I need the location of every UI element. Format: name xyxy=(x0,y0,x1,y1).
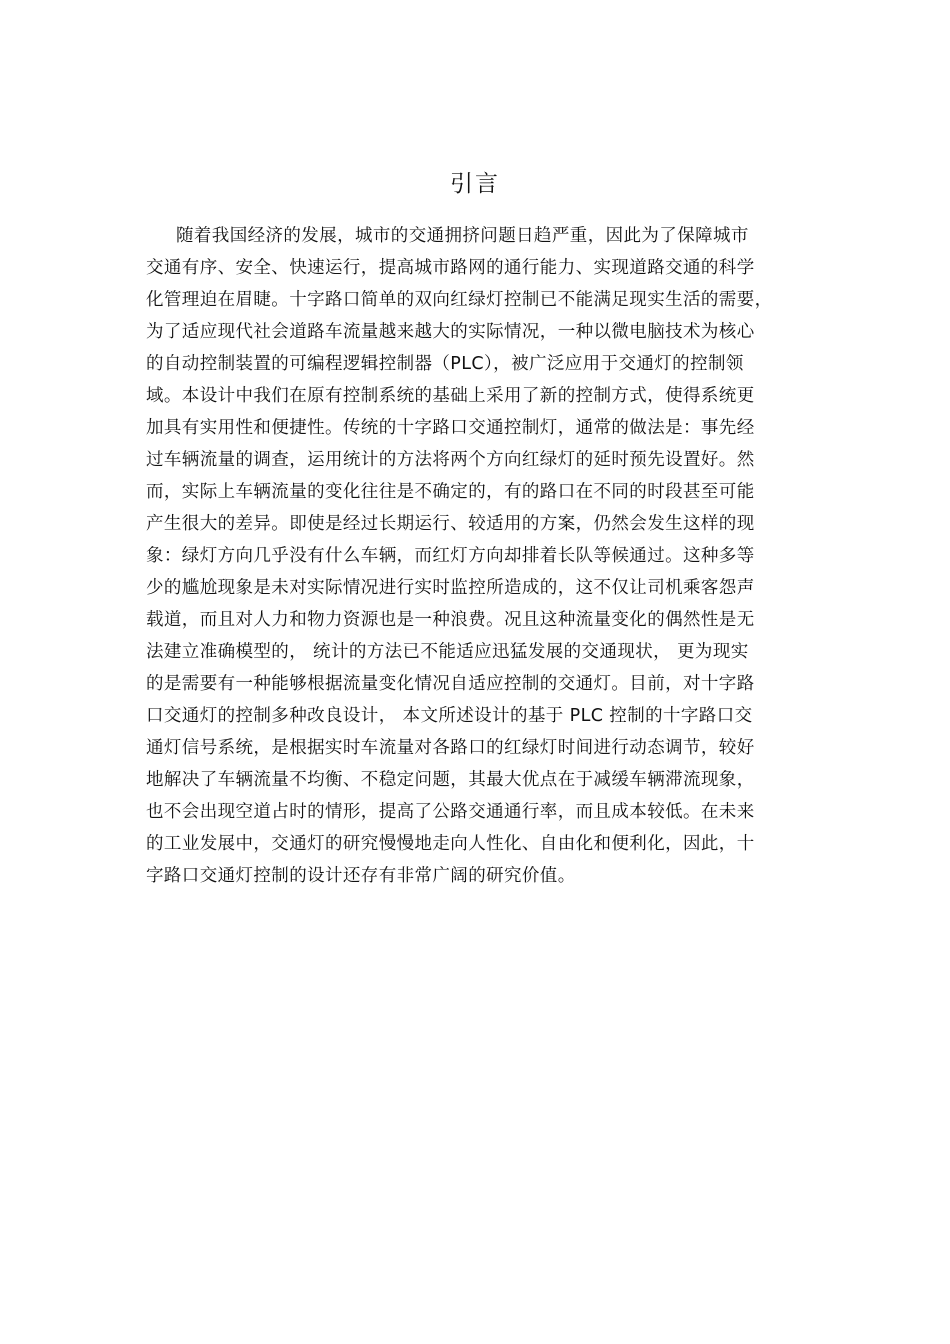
body-paragraph xyxy=(146,220,836,892)
paragraph-line: 载道，而且对人力和物力资源也是一种浪费。况且这种流量变化的偶然性是无 xyxy=(146,610,755,630)
paragraph-line: 的自动控制装置的可编程逻辑控制器（PLC），被广泛应用于交通灯的控制领 xyxy=(146,354,744,374)
paragraph-line: 通灯信号系统，是根据实时车流量对各路口的红绿灯时间进行动态调节，较好 xyxy=(146,738,755,758)
paragraph-line: 交通有序、安全、快速运行，提高城市路网的通行能力、实现道路交通的科学 xyxy=(146,258,755,278)
paragraph-line: 口交通灯的控制多种改良设计， 本文所述设计的基于 PLC 控制的十字路口交 xyxy=(146,706,753,726)
paragraph-line: 随着我国经济的发展，城市的交通拥挤问题日趋严重，因此为了保障城市 xyxy=(176,226,749,246)
paragraph-line: 也不会出现空道占时的情形，提高了公路交通通行率，而且成本较低。在未来 xyxy=(146,802,755,822)
paragraph-line: 的是需要有一种能够根据流量变化情况自适应控制的交通灯。目前，对十字路 xyxy=(146,674,755,694)
paragraph-line: 法建立准确模型的， 统计的方法已不能适应迅猛发展的交通现状， 更为现实 xyxy=(146,642,749,662)
paragraph-line: 地解决了车辆流量不均衡、不稳定问题，其最大优点在于减缓车辆滞流现象， xyxy=(146,770,755,790)
paragraph-line: 加具有实用性和便捷性。传统的十字路口交通控制灯，通常的做法是：事先经 xyxy=(146,418,755,438)
paragraph-line: 象：绿灯方向几乎没有什么车辆，而红灯方向却排着长队等候通过。这种多等 xyxy=(146,546,755,566)
paragraph-line: 为了适应现代社会道路车流量越来越大的实际情况，一种以微电脑技术为核心 xyxy=(146,322,755,342)
paragraph-line: 少的尴尬现象是未对实际情况进行实时监控所造成的，这不仅让司机乘客怨声 xyxy=(146,578,755,598)
paragraph-line: 化管理迫在眉睫。十字路口简单的双向红绿灯控制已不能满足现实生活的需要， xyxy=(146,290,773,310)
paragraph-line: 过车辆流量的调查，运用统计的方法将两个方向红绿灯的延时预先设置好。然 xyxy=(146,450,755,470)
paragraph-line: 产生很大的差异。即使是经过长期运行、较适用的方案，仍然会发生这样的现 xyxy=(146,514,755,534)
paragraph-line: 域。本设计中我们在原有控制系统的基础上采用了新的控制方式，使得系统更 xyxy=(146,386,755,406)
paragraph-line: 的工业发展中，交通灯的研究慢慢地走向人性化、自由化和便利化，因此，十 xyxy=(146,834,755,854)
paragraph-line: 字路口交通灯控制的设计还存有非常广阔的研究价值。 xyxy=(146,866,576,886)
section-title: 引言 xyxy=(450,171,500,197)
paragraph-line: 而，实际上车辆流量的变化往往是不确定的，有的路口在不同的时段甚至可能 xyxy=(146,482,755,502)
